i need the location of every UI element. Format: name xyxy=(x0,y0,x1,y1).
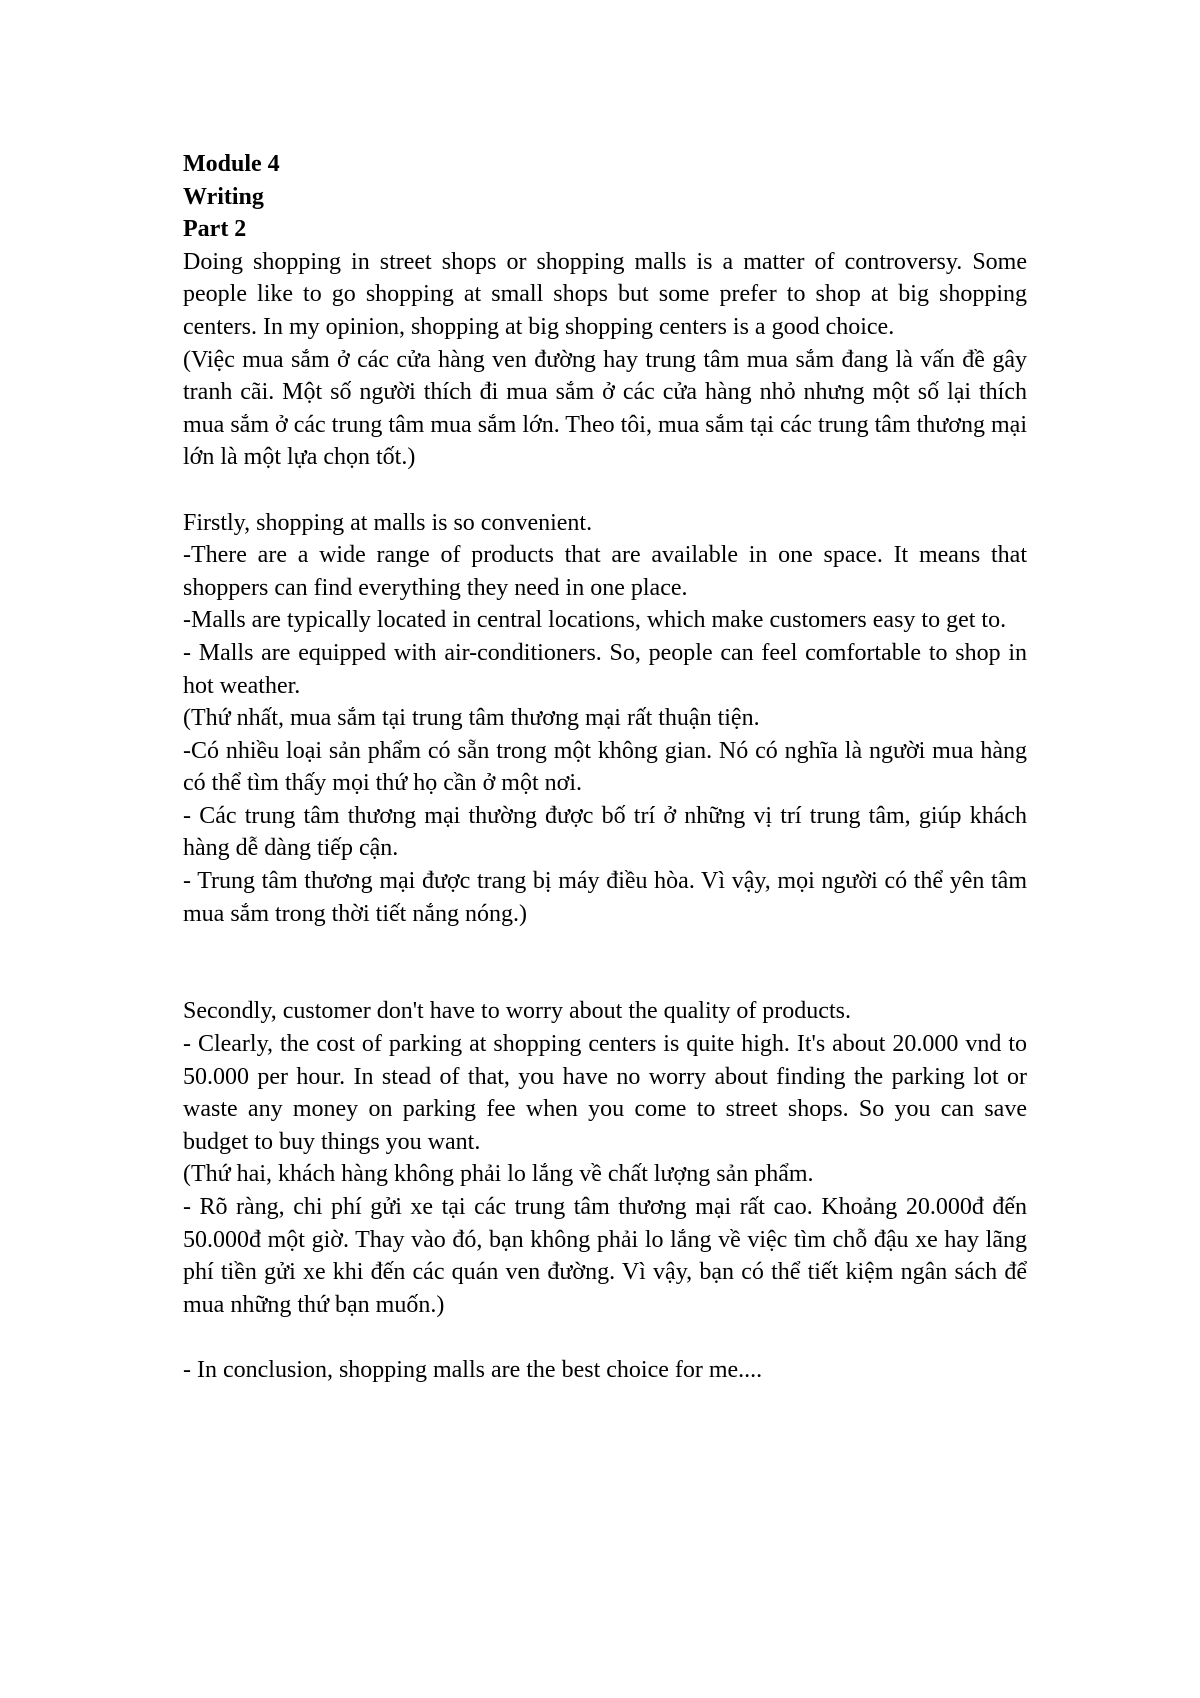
first-topic-english: Firstly, shopping at malls is so convenient. xyxy=(183,509,593,536)
module-heading: Module 4 xyxy=(183,151,280,177)
spacer xyxy=(183,930,1027,995)
intro-vietnamese: (Việc mua sắm ở các cửa hàng ven đường hay trung tâm mua sắm đang là vấn đề gây tranh cãi. Một số người thích đi mua sắm ở các cửa hàng nhỏ nhưng một số lại thích mua sắm ở các trung tâm mua sắm lớn. Theo tôi, mua sắm tại các trung tâm thương mại lớn là một lựa chọn tốt.) xyxy=(183,346,1027,471)
second-topic-vietnamese: (Thứ hai, khách hàng không phải lo lắng về chất lượng sản phẩm. xyxy=(183,1161,814,1188)
first-point-vietnamese-1: -Có nhiều loại sản phẩm có sẵn trong một không gian. Nó có nghĩa là người mua hàng có thể tìm thấy mọi thứ họ cần ở một nơi. xyxy=(183,737,1027,797)
first-point-vietnamese-2: - Các trung tâm thương mại thường được bố trí ở những vị trí trung tâm, giúp khách hàng dễ dàng tiếp cận. xyxy=(183,802,1027,862)
second-point-vietnamese-1: - Rõ ràng, chi phí gửi xe tại các trung tâm thương mại rất cao. Khoảng 20.000đ đến 50.000đ một giờ. Thay vào đó, bạn không phải lo lắng về việc tìm chỗ đậu xe hay lãng phí tiền gửi xe khi đến các quán ven đường. Vì vậy, bạn có thể tiết kiệm ngân sách để mua những thứ bạn muốn.) xyxy=(183,1194,1027,1318)
document-page xyxy=(183,148,1027,1387)
first-point-english-2: -Malls are typically located in central locations, which make customers easy to get to. xyxy=(183,607,1007,634)
first-point-english-3: - Malls are equipped with air-conditioners. So, people can feel comfortable to shop in hot weather. xyxy=(183,639,1027,699)
first-point-english-1: -There are a wide range of products that are available in one space. It means that shoppers can find everything they need in one place. xyxy=(183,542,1027,601)
first-point-vietnamese-3: - Trung tâm thương mại được trang bị máy điều hòa. Vì vậy, mọi người có thể yên tâm mua sắm trong thời tiết nắng nóng.) xyxy=(183,868,1027,927)
spacer xyxy=(183,1321,1027,1354)
second-point-english-1: - Clearly, the cost of parking at shopping centers is quite high. It's about 20.000 vnd to 50.000 per hour. In stead of that, you have no worry about finding the parking lot or waste any money on parking fee when you come to street shops. So you can save budget to buy things you want. xyxy=(183,1031,1027,1155)
spacer xyxy=(183,474,1027,507)
conclusion: - In conclusion, shopping malls are the best choice for me.... xyxy=(183,1356,763,1383)
first-topic-vietnamese: (Thứ nhất, mua sắm tại trung tâm thương mại rất thuận tiện. xyxy=(183,705,760,732)
intro-english: Doing shopping in street shops or shopping malls is a matter of controversy. Some people like to go shopping at small shops but some prefer to shop at big shopping centers. In my opinion, shopping at big shopping centers is a good choice. xyxy=(183,248,1027,340)
part-heading: Part 2 xyxy=(183,216,247,243)
writing-heading: Writing xyxy=(183,183,264,210)
second-topic-english: Secondly, customer don't have to worry about the quality of products. xyxy=(183,998,851,1025)
